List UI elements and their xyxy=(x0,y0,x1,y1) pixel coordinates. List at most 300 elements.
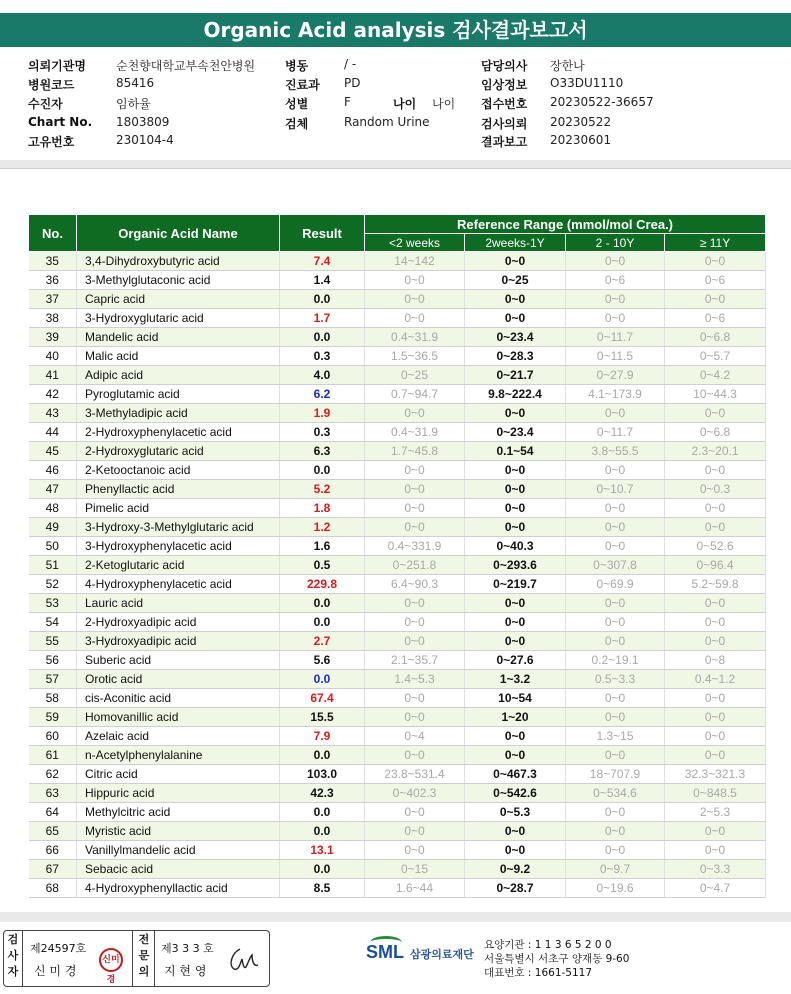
range-under2w: 0~0 xyxy=(365,613,465,632)
specimen-label: 검체 xyxy=(285,117,309,131)
range-11y: 0~4.2 xyxy=(665,366,766,385)
range-2w-1y: 0~0 xyxy=(465,746,566,765)
range-under2w: 0~0 xyxy=(365,746,465,765)
header-divider-line xyxy=(0,168,791,169)
range-11y: 5.2~59.8 xyxy=(665,575,766,594)
table-row xyxy=(29,499,766,518)
range-2-10y: 0~307.8 xyxy=(566,556,665,575)
range-under2w: 0~251.8 xyxy=(365,556,465,575)
chart-no-label: Chart No. xyxy=(28,115,93,129)
row-number: 55 xyxy=(29,632,77,651)
inspector-seal: 신미경 xyxy=(99,948,123,972)
acid-name: Azelaic acid xyxy=(77,727,280,746)
range-2w-1y: 0~0 xyxy=(465,841,566,860)
acid-name: 3-Methylglutaconic acid xyxy=(77,271,280,290)
row-number: 62 xyxy=(29,765,77,784)
range-2w-1y: 0~40.3 xyxy=(465,537,566,556)
acid-name: 4-Hydroxyphenylacetic acid xyxy=(77,575,280,594)
range-under2w: 0~0 xyxy=(365,822,465,841)
acid-name: Homovanillic acid xyxy=(77,708,280,727)
table-row xyxy=(29,518,766,537)
range-2w-1y: 0~0 xyxy=(465,632,566,651)
acid-name: 3-Methyladipic acid xyxy=(77,404,280,423)
row-number: 51 xyxy=(29,556,77,575)
range-2w-1y: 0~219.7 xyxy=(465,575,566,594)
range-2w-1y: 0~0 xyxy=(465,594,566,613)
acid-name: Malic acid xyxy=(77,347,280,366)
acid-name: Methylcitric acid xyxy=(77,803,280,822)
range-2-10y: 0~19.6 xyxy=(566,879,665,898)
range-under2w: 1.7~45.8 xyxy=(365,442,465,461)
table-row xyxy=(29,746,766,765)
table-row xyxy=(29,347,766,366)
range-11y: 2.3~20.1 xyxy=(665,442,766,461)
range-11y: 0~0 xyxy=(665,632,766,651)
patient-label: 수진자 xyxy=(28,97,63,111)
acid-name: 3-Hydroxyphenylacetic acid xyxy=(77,537,280,556)
range-11y: 0~0 xyxy=(665,613,766,632)
row-number: 45 xyxy=(29,442,77,461)
result-value: 0.0 xyxy=(280,860,365,879)
range-2-10y: 1.3~15 xyxy=(566,727,665,746)
range-under2w: 0~0 xyxy=(365,841,465,860)
range-2-10y: 0~0 xyxy=(566,518,665,537)
institution-info xyxy=(484,938,629,980)
range-2w-1y: 0~27.6 xyxy=(465,651,566,670)
department-label: 진료과 xyxy=(285,78,320,92)
doctor-value: 장한나 xyxy=(550,59,585,73)
table-row xyxy=(29,309,766,328)
range-2w-1y: 1~20 xyxy=(465,708,566,727)
acid-name: Vanillylmandelic acid xyxy=(77,841,280,860)
range-11y: 0~96.4 xyxy=(665,556,766,575)
range-11y: 0~0 xyxy=(665,404,766,423)
acid-name: Phenyllactic acid xyxy=(77,480,280,499)
range-2-10y: 0~0 xyxy=(566,252,665,271)
table-row xyxy=(29,860,766,879)
ward-label: 병동 xyxy=(285,59,309,73)
range-under2w: 0~15 xyxy=(365,860,465,879)
range-11y: 0~0 xyxy=(665,499,766,518)
range-2-10y: 0~6 xyxy=(566,271,665,290)
table-row xyxy=(29,708,766,727)
table-row xyxy=(29,404,766,423)
range-2-10y: 0~11.5 xyxy=(566,347,665,366)
result-value: 0.0 xyxy=(280,670,365,689)
range-11y: 0~52.6 xyxy=(665,537,766,556)
row-number: 64 xyxy=(29,803,77,822)
range-under2w: 0~0 xyxy=(365,271,465,290)
table-row xyxy=(29,765,766,784)
age-value: 나이 xyxy=(432,97,456,111)
acid-name: Orotic acid xyxy=(77,670,280,689)
range-11y: 10~44.3 xyxy=(665,385,766,404)
chart-no-value: 1803809 xyxy=(116,115,170,129)
result-value: 0.0 xyxy=(280,613,365,632)
range-under2w: 0~25 xyxy=(365,366,465,385)
range-2-10y: 18~707.9 xyxy=(566,765,665,784)
confirm-signature-icon xyxy=(226,945,260,975)
table-row xyxy=(29,879,766,898)
result-value: 229.8 xyxy=(280,575,365,594)
table-row xyxy=(29,423,766,442)
confirm-label: 전 문 의 xyxy=(138,933,150,978)
acid-name: n-Acetylphenylalanine xyxy=(77,746,280,765)
row-number: 37 xyxy=(29,290,77,309)
range-11y: 0~5.7 xyxy=(665,347,766,366)
row-number: 36 xyxy=(29,271,77,290)
request-date-value: 20230522 xyxy=(550,115,612,129)
range-2-10y: 4.1~173.9 xyxy=(566,385,665,404)
range-2-10y: 0~0 xyxy=(566,841,665,860)
doctor-label: 담당의사 xyxy=(481,59,528,73)
header-range-under2w: <2 weeks xyxy=(365,234,465,252)
range-2-10y: 0~0 xyxy=(566,537,665,556)
hospital-label: 의뢰기관명 xyxy=(28,59,86,73)
range-11y: 0~0 xyxy=(665,461,766,480)
range-11y: 0~0 xyxy=(665,252,766,271)
header-reference: Reference Range (mmol/mol Crea.) xyxy=(365,215,766,234)
row-number: 61 xyxy=(29,746,77,765)
range-2w-1y: 1~3.2 xyxy=(465,670,566,689)
signature-box xyxy=(3,930,270,987)
table-row xyxy=(29,252,766,271)
result-value: 0.0 xyxy=(280,290,365,309)
header-name: Organic Acid Name xyxy=(77,215,280,252)
range-2-10y: 0~11.7 xyxy=(566,423,665,442)
range-11y: 0~0 xyxy=(665,689,766,708)
range-11y: 0~0 xyxy=(665,727,766,746)
range-2w-1y: 0~23.4 xyxy=(465,423,566,442)
result-value: 1.8 xyxy=(280,499,365,518)
range-11y: 0~0 xyxy=(665,290,766,309)
range-11y: 0~6 xyxy=(665,271,766,290)
row-number: 49 xyxy=(29,518,77,537)
table-row xyxy=(29,575,766,594)
clinical-info-label: 임상정보 xyxy=(481,78,528,92)
row-number: 44 xyxy=(29,423,77,442)
range-11y: 0~6 xyxy=(665,309,766,328)
acid-name: Mandelic acid xyxy=(77,328,280,347)
acid-name: 2-Hydroxyglutaric acid xyxy=(77,442,280,461)
range-under2w: 0~0 xyxy=(365,290,465,309)
header-divider xyxy=(0,160,791,168)
table-row xyxy=(29,442,766,461)
acid-name: cis-Aconitic acid xyxy=(77,689,280,708)
receipt-no-label: 접수번호 xyxy=(481,97,528,111)
range-2w-1y: 0~28.7 xyxy=(465,879,566,898)
range-2w-1y: 0~25 xyxy=(465,271,566,290)
range-2-10y: 0~0 xyxy=(566,461,665,480)
header-no: No. xyxy=(29,215,77,252)
range-under2w: 0~0 xyxy=(365,480,465,499)
range-2w-1y: 0~9.2 xyxy=(465,860,566,879)
range-2-10y: 0~27.9 xyxy=(566,366,665,385)
request-date-label: 검사의뢰 xyxy=(481,117,528,131)
ward-value: / - xyxy=(344,57,357,71)
range-2w-1y: 0~0 xyxy=(465,727,566,746)
range-under2w: 0~0 xyxy=(365,499,465,518)
table-row xyxy=(29,556,766,575)
range-2w-1y: 0~0 xyxy=(465,461,566,480)
table-row xyxy=(29,328,766,347)
specimen-value: Random Urine xyxy=(344,115,430,129)
range-11y: 0~0 xyxy=(665,841,766,860)
range-under2w: 0~0 xyxy=(365,632,465,651)
range-2-10y: 0~0 xyxy=(566,613,665,632)
range-under2w: 2.1~35.7 xyxy=(365,651,465,670)
range-11y: 0~3.3 xyxy=(665,860,766,879)
range-2w-1y: 9.8~222.4 xyxy=(465,385,566,404)
range-11y: 0~0 xyxy=(665,822,766,841)
range-2w-1y: 10~54 xyxy=(465,689,566,708)
report-date-label: 결과보고 xyxy=(481,135,528,149)
row-number: 66 xyxy=(29,841,77,860)
range-under2w: 0~0 xyxy=(365,689,465,708)
row-number: 65 xyxy=(29,822,77,841)
range-11y: 2~5.3 xyxy=(665,803,766,822)
table-row xyxy=(29,385,766,404)
range-under2w: 1.6~44 xyxy=(365,879,465,898)
acid-name: Hippuric acid xyxy=(77,784,280,803)
range-2w-1y: 0~467.3 xyxy=(465,765,566,784)
inst-phone: 대표번호 : 1661-5117 xyxy=(484,967,593,979)
result-value: 0.3 xyxy=(280,423,365,442)
acid-name: Pyroglutamic acid xyxy=(77,385,280,404)
range-2w-1y: 0~0 xyxy=(465,480,566,499)
result-value: 7.4 xyxy=(280,252,365,271)
acid-name: 3-Hydroxyadipic acid xyxy=(77,632,280,651)
acid-name: 2-Ketooctanoic acid xyxy=(77,461,280,480)
range-under2w: 1.4~5.3 xyxy=(365,670,465,689)
range-under2w: 0~402.3 xyxy=(365,784,465,803)
row-number: 59 xyxy=(29,708,77,727)
result-value: 0.0 xyxy=(280,746,365,765)
age-label: 나이 xyxy=(393,97,417,111)
range-2-10y: 0~9.7 xyxy=(566,860,665,879)
range-under2w: 0~0 xyxy=(365,594,465,613)
range-2-10y: 0.2~19.1 xyxy=(566,651,665,670)
acid-name: 3-Hydroxyglutaric acid xyxy=(77,309,280,328)
result-value: 4.0 xyxy=(280,366,365,385)
report-title: Organic Acid analysis 검사결과보고서 xyxy=(0,13,791,47)
result-value: 5.6 xyxy=(280,651,365,670)
row-number: 52 xyxy=(29,575,77,594)
inspector-name: 신 미 경 xyxy=(34,964,77,978)
result-value: 15.5 xyxy=(280,708,365,727)
acid-name: Suberic acid xyxy=(77,651,280,670)
row-number: 42 xyxy=(29,385,77,404)
row-number: 43 xyxy=(29,404,77,423)
result-value: 8.5 xyxy=(280,879,365,898)
hospital-code-value: 85416 xyxy=(116,76,155,90)
range-11y: 0~8 xyxy=(665,651,766,670)
acid-name: Capric acid xyxy=(77,290,280,309)
table-row xyxy=(29,613,766,632)
row-number: 40 xyxy=(29,347,77,366)
report-date-value: 20230601 xyxy=(550,133,612,147)
result-value: 5.2 xyxy=(280,480,365,499)
range-2-10y: 0~0 xyxy=(566,689,665,708)
range-under2w: 0~0 xyxy=(365,708,465,727)
result-value: 1.9 xyxy=(280,404,365,423)
acid-name: Lauric acid xyxy=(77,594,280,613)
range-under2w: 0~0 xyxy=(365,404,465,423)
range-2-10y: 3.8~55.5 xyxy=(566,442,665,461)
range-under2w: 14~142 xyxy=(365,252,465,271)
patient-info xyxy=(0,55,791,155)
range-2w-1y: 0~0 xyxy=(465,518,566,537)
acid-name: 2-Ketoglutaric acid xyxy=(77,556,280,575)
range-2w-1y: 0~0 xyxy=(465,404,566,423)
range-2-10y: 0~0 xyxy=(566,822,665,841)
range-11y: 0~6.8 xyxy=(665,328,766,347)
range-11y: 0.4~1.2 xyxy=(665,670,766,689)
result-value: 1.7 xyxy=(280,309,365,328)
report-footer xyxy=(0,926,791,994)
range-under2w: 0~0 xyxy=(365,518,465,537)
range-2-10y: 0~0 xyxy=(566,499,665,518)
sml-logo xyxy=(366,936,494,974)
acid-name: 3,4-Dihydroxybutyric acid xyxy=(77,252,280,271)
clinical-info-value: O33DU1110 xyxy=(550,76,624,90)
acid-name: Myristic acid xyxy=(77,822,280,841)
table-row xyxy=(29,480,766,499)
result-value: 0.3 xyxy=(280,347,365,366)
result-value: 67.4 xyxy=(280,689,365,708)
inst-code: 요양기관 : 1 1 3 6 5 2 0 0 xyxy=(484,939,612,951)
acid-name: Pimelic acid xyxy=(77,499,280,518)
range-under2w: 0~0 xyxy=(365,803,465,822)
range-2-10y: 0~69.9 xyxy=(566,575,665,594)
row-number: 50 xyxy=(29,537,77,556)
range-under2w: 0.4~31.9 xyxy=(365,328,465,347)
table-row xyxy=(29,841,766,860)
result-value: 6.2 xyxy=(280,385,365,404)
acid-name: 2-Hydroxyphenylacetic acid xyxy=(77,423,280,442)
result-value: 1.2 xyxy=(280,518,365,537)
row-number: 46 xyxy=(29,461,77,480)
range-2w-1y: 0.1~54 xyxy=(465,442,566,461)
range-2w-1y: 0~5.3 xyxy=(465,803,566,822)
org-name: 삼광의료재단 xyxy=(410,948,474,961)
range-2w-1y: 0~0 xyxy=(465,613,566,632)
unique-no-label: 고유번호 xyxy=(28,135,75,149)
row-number: 35 xyxy=(29,252,77,271)
range-2-10y: 0~534.6 xyxy=(566,784,665,803)
result-value: 103.0 xyxy=(280,765,365,784)
table-row xyxy=(29,822,766,841)
confirm-vlabel xyxy=(138,934,150,982)
result-value: 2.7 xyxy=(280,632,365,651)
result-value: 0.0 xyxy=(280,461,365,480)
hospital-code-label: 병원코드 xyxy=(28,78,75,92)
sex-value: F xyxy=(344,95,351,109)
table-row xyxy=(29,290,766,309)
row-number: 53 xyxy=(29,594,77,613)
patient-value: 임하율 xyxy=(116,97,151,111)
range-under2w: 23.8~531.4 xyxy=(365,765,465,784)
range-under2w: 0~4 xyxy=(365,727,465,746)
results-table xyxy=(28,214,766,898)
range-11y: 0~0.3 xyxy=(665,480,766,499)
acid-name: Sebacic acid xyxy=(77,860,280,879)
header-range-2-10y: 2 - 10Y xyxy=(566,234,665,252)
sex-label: 성별 xyxy=(285,97,309,111)
range-under2w: 0~0 xyxy=(365,461,465,480)
range-2-10y: 0~0 xyxy=(566,803,665,822)
acid-name: Adipic acid xyxy=(77,366,280,385)
table-row xyxy=(29,461,766,480)
result-value: 0.0 xyxy=(280,594,365,613)
range-under2w: 0.4~331.9 xyxy=(365,537,465,556)
row-number: 39 xyxy=(29,328,77,347)
row-number: 47 xyxy=(29,480,77,499)
range-under2w: 1.5~36.5 xyxy=(365,347,465,366)
range-11y: 0~4.7 xyxy=(665,879,766,898)
row-number: 41 xyxy=(29,366,77,385)
department-value: PD xyxy=(344,76,361,90)
table-row xyxy=(29,366,766,385)
inspector-label: 검 사 자 xyxy=(7,933,19,978)
row-number: 57 xyxy=(29,670,77,689)
table-row xyxy=(29,727,766,746)
table-row xyxy=(29,271,766,290)
inst-address: 서울특별시 서초구 양재동 9-60 xyxy=(484,953,630,965)
table-row xyxy=(29,689,766,708)
row-number: 68 xyxy=(29,879,77,898)
range-2-10y: 0~0 xyxy=(566,746,665,765)
result-value: 0.0 xyxy=(280,328,365,347)
row-number: 54 xyxy=(29,613,77,632)
range-2w-1y: 0~28.3 xyxy=(465,347,566,366)
range-2-10y: 0~0 xyxy=(566,309,665,328)
range-2w-1y: 0~0 xyxy=(465,309,566,328)
range-2w-1y: 0~293.6 xyxy=(465,556,566,575)
range-2w-1y: 0~0 xyxy=(465,822,566,841)
range-2-10y: 0.5~3.3 xyxy=(566,670,665,689)
acid-name: 4-Hydroxyphenyllactic acid xyxy=(77,879,280,898)
result-value: 42.3 xyxy=(280,784,365,803)
range-11y: 0~0 xyxy=(665,708,766,727)
inspector-license: 제24597호 xyxy=(30,942,87,955)
range-11y: 0~0 xyxy=(665,518,766,537)
confirm-license: 제3 3 3 호 xyxy=(161,942,214,955)
result-value: 0.0 xyxy=(280,822,365,841)
row-number: 67 xyxy=(29,860,77,879)
table-row xyxy=(29,784,766,803)
row-number: 58 xyxy=(29,689,77,708)
range-11y: 0~6.8 xyxy=(665,423,766,442)
range-under2w: 0.7~94.7 xyxy=(365,385,465,404)
range-2w-1y: 0~0 xyxy=(465,290,566,309)
table-row xyxy=(29,803,766,822)
table-row xyxy=(29,651,766,670)
inspector-vlabel xyxy=(7,934,19,982)
row-number: 48 xyxy=(29,499,77,518)
range-2-10y: 0~0 xyxy=(566,290,665,309)
acid-name: 2-Hydroxyadipic acid xyxy=(77,613,280,632)
range-2-10y: 0~0 xyxy=(566,632,665,651)
unique-no-value: 230104-4 xyxy=(116,133,174,147)
result-value: 0.5 xyxy=(280,556,365,575)
confirm-name: 지 현 영 xyxy=(164,964,207,978)
range-2-10y: 0~0 xyxy=(566,708,665,727)
range-2w-1y: 0~542.6 xyxy=(465,784,566,803)
row-number: 63 xyxy=(29,784,77,803)
range-2-10y: 0~11.7 xyxy=(566,328,665,347)
table-row xyxy=(29,670,766,689)
